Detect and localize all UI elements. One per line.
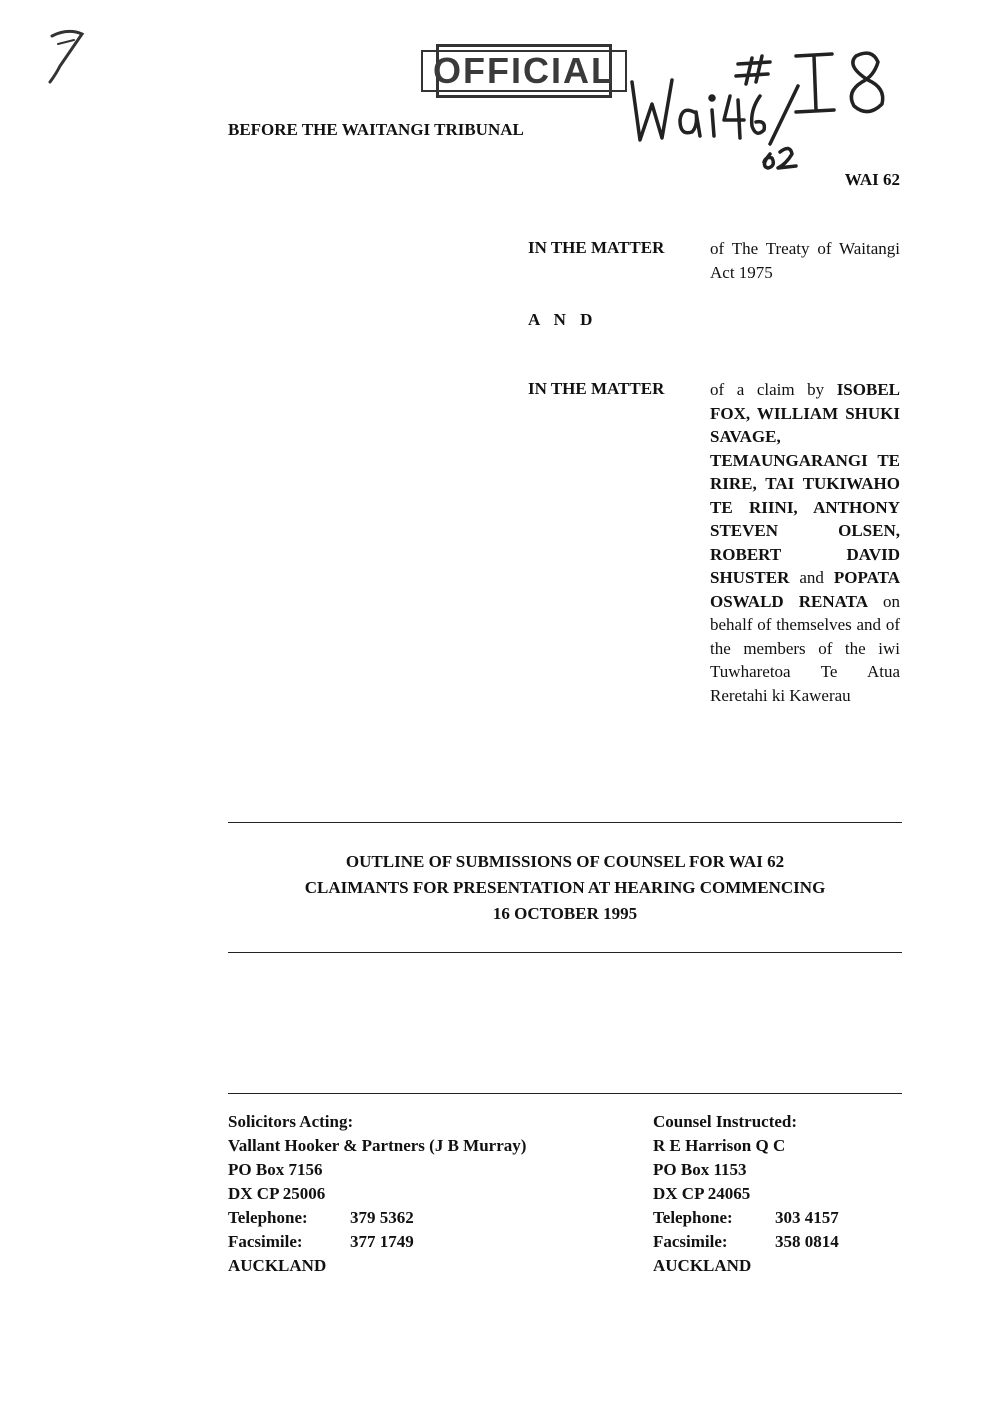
counsel-block [653,1110,839,1278]
tribunal-heading: BEFORE THE WAITANGI TRIBUNAL [228,120,524,139]
solicitors-city: AUCKLAND [228,1256,327,1275]
counsel-telephone-row [653,1206,839,1230]
divider [228,822,902,823]
facsimile-label: Facsimile: [653,1232,728,1251]
solicitors-firm: Vallant Hooker & Partners (J B Murray) [228,1136,527,1155]
document-title-line: 16 OCTOBER 1995 [492,904,638,923]
counsel-dx: DX CP 24065 [653,1184,751,1203]
document-title-line: OUTLINE OF SUBMISSIONS OF COUNSEL FOR WAI 62 [345,852,785,871]
official-stamp [433,44,615,98]
matter-text: of The Treaty of Waitangi Act 1975 [710,239,900,282]
claimants-text-part: on behalf of themselves and of the members of the iwi Tuwharetoa Te Atua Reretahi ki Kawerau [710,591,901,705]
counsel-name: R E Harrison Q C [653,1136,786,1155]
matter-label: IN THE MATTER [528,379,665,398]
facsimile-number: 358 0814 [775,1232,839,1251]
handwritten-mark [30,20,100,90]
claimants-names: POPATA OSWALD RENATA [710,568,900,611]
matter-label: IN THE MATTER [528,238,665,257]
conjunction-label: A N D [528,310,598,329]
divider [228,1093,902,1094]
solicitors-facsimile-row [228,1230,526,1254]
solicitors-heading: Solicitors Acting: [228,1112,354,1131]
facsimile-number: 377 1749 [350,1232,414,1251]
official-stamp-text: OFFICIAL [421,50,627,92]
counsel-city: AUCKLAND [653,1256,752,1275]
document-title [228,849,902,927]
solicitors-dx: DX CP 25006 [228,1184,326,1203]
telephone-label: Telephone: [653,1208,733,1227]
divider [228,952,902,953]
counsel-po-box: PO Box 1153 [653,1160,747,1179]
solicitors-block [228,1110,526,1278]
solicitors-telephone-row [228,1206,526,1230]
telephone-label: Telephone: [228,1208,308,1227]
wai-number: WAI 62 [844,170,900,189]
counsel-facsimile-row [653,1230,839,1254]
claimants-text-part: of a claim by [710,380,837,399]
claimants-text-part: and [789,568,834,587]
telephone-number: 379 5362 [350,1208,414,1227]
claimants-text [710,378,900,707]
handwritten-reference [620,40,900,170]
document-title-line: CLAIMANTS FOR PRESENTATION AT HEARING COMMENCING [304,878,826,897]
solicitors-po-box: PO Box 7156 [228,1160,323,1179]
facsimile-label: Facsimile: [228,1232,303,1251]
telephone-number: 303 4157 [775,1208,839,1227]
counsel-heading: Counsel Instructed: [653,1112,798,1131]
claimants-names: ISOBEL FOX, WILLIAM SHUKI SAVAGE, TEMAUNGARANGI TE RIRE, TAI TUKIWAHO TE RIINI, ANTHONY STEVEN OLSEN, ROBERT DAVID SHUSTER [710,380,900,587]
